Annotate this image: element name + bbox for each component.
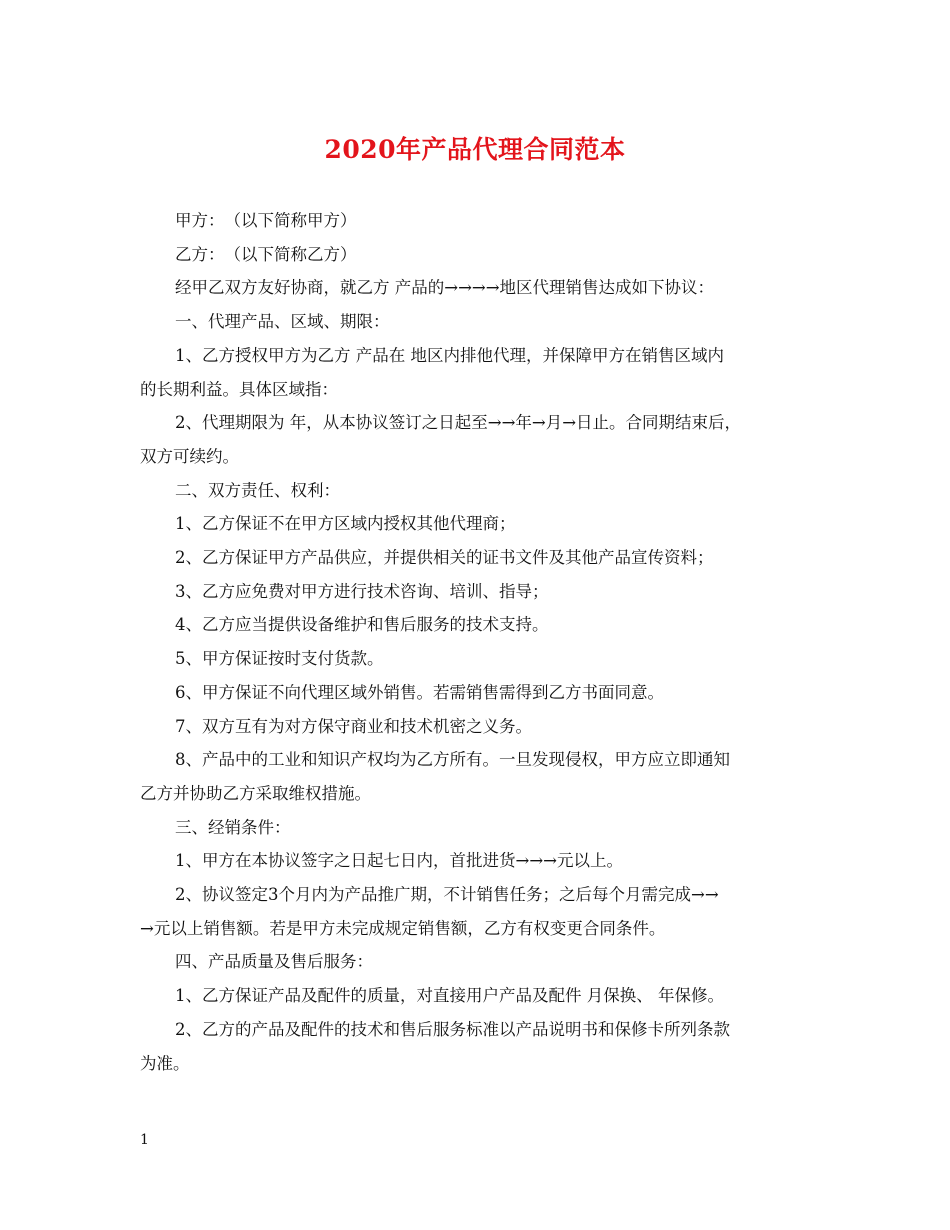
clause-line: 1、乙方授权甲方为乙方 产品在 地区内排他代理，并保障甲方在销售区域内 — [175, 345, 724, 365]
document-title: 2020年产品代理合同范本 — [324, 135, 626, 164]
clause-line: 3、乙方应免费对甲方进行技术咨询、培训、指导； — [175, 581, 549, 601]
clause-line: 1、乙方保证不在甲方区域内授权其他代理商； — [175, 514, 516, 534]
clause-line: 7、双方互有为对方保守商业和技术机密之义务。 — [175, 716, 532, 736]
clause-line: 2、乙方保证甲方产品供应，并提供相关的证书文件及其他产品宣传资料； — [175, 548, 714, 568]
clause-line: 8、产品中的工业和知识产权均为乙方所有。一旦发现侵权，甲方应立即通知 — [175, 750, 730, 770]
clause-continuation: →元以上销售额。若是甲方未完成规定销售额，乙方有权变更合同条件。 — [140, 918, 666, 938]
party-b-line: 乙方： （以下简称乙方） — [175, 244, 357, 264]
clause-line: 2、乙方的产品及配件的技术和售后服务标准以产品说明书和保修卡所列条款 — [175, 1019, 730, 1039]
clause-continuation: 乙方并协助乙方采取维权措施。 — [140, 783, 371, 803]
section-heading: 四、产品质量及售后服务： — [175, 952, 373, 972]
section-heading: 二、双方责任、权利： — [175, 480, 340, 500]
clause-line: 1、乙方保证产品及配件的质量，对直接用户产品及配件 月保换、 年保修。 — [175, 986, 724, 1006]
clause-line: 5、甲方保证按时支付货款。 — [175, 649, 384, 669]
clause-line: 2、代理期限为 年，从本协议签订之日起至→→年→月→日止。合同期结束后， — [175, 413, 742, 433]
document-body — [140, 204, 820, 1080]
section-heading: 一、代理产品、区域、期限： — [175, 312, 390, 332]
party-a-line: 甲方： （以下简称甲方） — [175, 211, 357, 230]
clause-line: 1、甲方在本协议签字之日起七日内，首批进货→→→元以上。 — [175, 851, 623, 871]
section-heading: 三、经销条件： — [175, 817, 291, 837]
clause-line: 6、甲方保证不向代理区域外销售。若需销售需得到乙方书面同意。 — [175, 682, 664, 702]
clause-line: 4、乙方应当提供设备维护和售后服务的技术支持。 — [175, 615, 549, 635]
preamble-line: 经甲乙双方友好协商，就乙方 产品的→→→→地区代理销售达成如下协议： — [175, 278, 715, 298]
clause-continuation: 的长期利益。具体区域指： — [140, 379, 338, 399]
clause-line: 2、协议签定3个月内为产品推广期，不计销售任务；之后每个月需完成→→ — [175, 885, 719, 905]
clause-continuation: 双方可续约。 — [140, 446, 239, 466]
page-number: 1 — [140, 1132, 149, 1148]
clause-continuation: 为准。 — [140, 1053, 190, 1073]
